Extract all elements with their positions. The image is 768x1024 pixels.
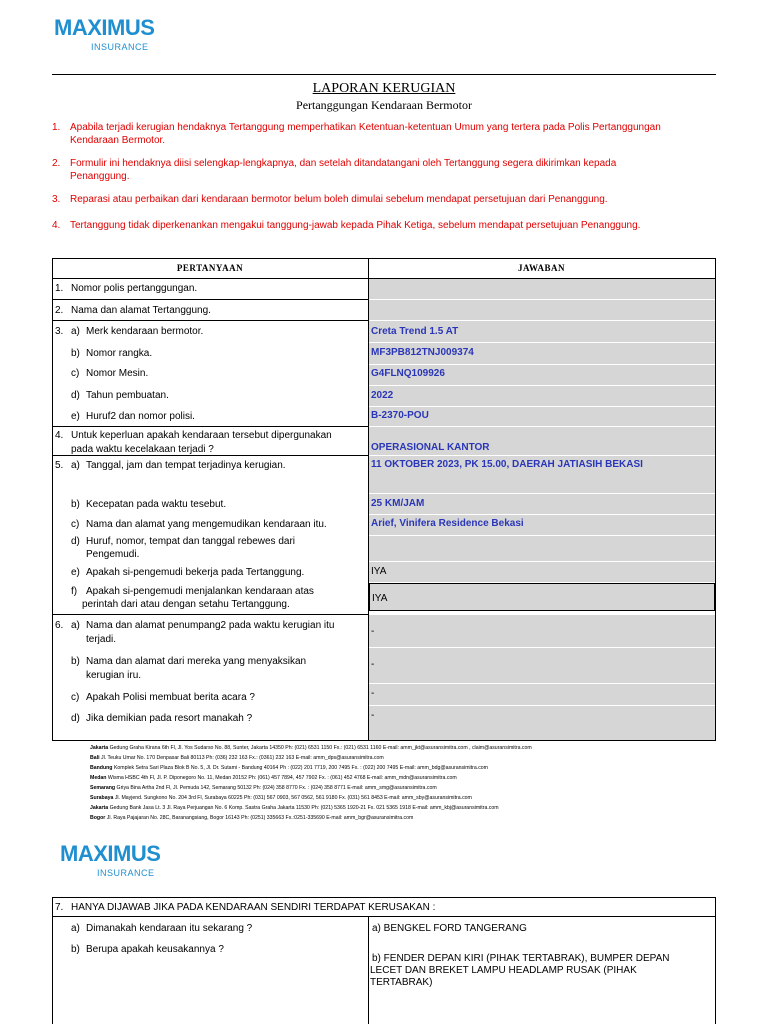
logo-subtitle: INSURANCE (97, 868, 155, 878)
question-policy-number: Nomor polis pertanggungan. (71, 283, 198, 294)
question-police-report: Apakah Polisi membuat berita acara ? (86, 692, 255, 703)
answer-line: LECET DAN BREKET LAMPU HEADLAMP RUSAK (PIHAK (370, 965, 637, 976)
address-city: Semarang (90, 785, 116, 791)
answer-text: Creta Trend 1.5 AT (371, 326, 459, 337)
question-driver-permission-line2: perintah dari atau dengan setahu Tertanggung. (82, 599, 290, 610)
note-text: Apabila terjadi kerugian hendaknya Tertanggung memperhatikan Ketentuan-ketentuan Umum yang tertera pada Polis Pertanggungan Kendaraan Bermotor. (70, 122, 661, 146)
answer-license-plate[interactable] (369, 407, 715, 426)
sub-label: c) (71, 519, 80, 530)
answer-text: MF3PB812TNJ009374 (371, 347, 474, 358)
sub-label: d) (71, 536, 80, 547)
answer-line: TERTABRAK) (370, 977, 433, 988)
address-city: Surabaya (90, 795, 114, 801)
answer-insured-name[interactable] (369, 300, 715, 320)
question-chassis-number: Nomor rangka. (86, 348, 153, 359)
question-insured-name: Nama dan alamat Tertanggung. (71, 305, 211, 316)
address-line (90, 775, 457, 782)
answer-chassis-number[interactable] (369, 343, 715, 364)
address-line (90, 795, 472, 802)
question-passengers-line2: terjadi. (86, 634, 117, 645)
sub-label: d) (71, 390, 80, 401)
address-city: Jakarta (90, 805, 109, 811)
question-number: 6. (55, 620, 64, 631)
answer-text: - (371, 710, 375, 721)
note-number: 4. (52, 220, 61, 231)
report-title: LAPORAN KERUGIAN (312, 81, 456, 96)
address-line (90, 805, 499, 812)
logo-subtitle: INSURANCE (91, 42, 149, 52)
question-license-plate: Huruf2 dan nomor polisi. (86, 411, 195, 422)
question-driver-license-line2: Pengemudi. (86, 549, 140, 560)
answer-text: B-2370-POU (371, 410, 429, 421)
header-rule (52, 74, 716, 75)
sub-label: a) (71, 460, 80, 471)
question-vehicle-location: Dimanakah kendaraan itu sekarang ? (86, 923, 253, 934)
answer-text: - (371, 688, 375, 699)
address-city: Bogor (90, 815, 106, 821)
sub-label: b) (71, 656, 80, 667)
answer-text: - (371, 626, 375, 637)
answer-text: IYA (372, 593, 388, 604)
question-witnesses-line2: kerugian iru. (86, 670, 142, 681)
question-engine-number: Nomor Mesin. (86, 368, 149, 379)
answer-driver-name[interactable] (369, 515, 715, 535)
sub-label: d) (71, 713, 80, 724)
address-city: Bali (90, 755, 100, 761)
logo-wordmark: MAXIMUS (54, 15, 155, 40)
company-logo-page2 (60, 841, 161, 882)
answer-driver-license[interactable] (369, 536, 715, 561)
sub-label: c) (71, 692, 80, 703)
question-speed: Kecepatan pada waktu tesebut. (86, 499, 227, 510)
answer-text: 2022 (371, 390, 394, 401)
answer-police-resort[interactable] (369, 706, 715, 740)
note-2 (52, 157, 672, 183)
answer-police-report[interactable] (369, 684, 715, 705)
report-subtitle: Pertanggungan Kendaraan Bermotor (296, 98, 472, 112)
answer-policy-number[interactable] (369, 279, 715, 299)
answer-text: IYA (371, 566, 387, 577)
question-number: 5. (55, 460, 64, 471)
address-line (90, 815, 413, 822)
note-1 (52, 121, 672, 147)
answer-incident-datetime[interactable] (369, 456, 715, 493)
note-3 (52, 193, 672, 206)
logo-wordmark: MAXIMUS (60, 841, 161, 866)
address-text: Griya Bina Artha 2nd Fl, Jl. Pemuda 142, Semarang 50132 Ph: (024) 358 8770 Fx. : (024) 358 8771 E-mail: amm_smg@asuransimitra.com (116, 785, 437, 791)
note-4 (52, 219, 672, 245)
question-number: 7. (55, 902, 64, 913)
sub-label: a) (71, 326, 80, 337)
question-vehicle-brand: Merk kendaraan bermotor. (86, 326, 204, 337)
answer-speed[interactable] (369, 494, 715, 514)
question-driver-permission-line1: Apakah si-pengemudi menjalankan kendaraan atas (86, 586, 314, 597)
address-text: Wisma HSBC 4th Fl, Jl. P. Diponegoro No. 11, Medan 20152 Ph: (061) 457 7894, 457 7902 Fx. : (061) 452 4768 E-mail: amm_mdn@asuransimitra.com (107, 775, 457, 781)
address-city: Bandung (90, 765, 113, 771)
answer-witnesses[interactable] (369, 648, 715, 683)
note-number: 3. (52, 194, 61, 205)
question-police-resort: Jika demikian pada resort manakah ? (86, 713, 253, 724)
address-text: Jl. Mayjend. Sungkono No. 204 3rd Fl, Surabaya 60225 Ph: (031) 567 0903, 567 0562, 561 9180 Fx. (031) 561 8453 E-mail: amm_sby@asuransimitra.com (114, 795, 472, 801)
question-vehicle-purpose-line2: pada waktu kecelakaan terjadi ? (71, 444, 214, 455)
question-passengers-line1: Nama dan alamat penumpang2 pada waktu kerugian itu (86, 620, 335, 631)
address-text: Komplek Setra Sari Plaza Blok B No. 5, Jl. Dr. Sutami - Bandung 40164 Ph : (022) 201 7719, 200 7495 Fx. : (022) 200 7495 E-mail: amm_bdg@asuransimitra.com (113, 765, 488, 771)
address-line (90, 785, 437, 792)
answer-driver-employed[interactable] (369, 562, 715, 582)
note-text: Formulir ini hendaknya diisi selengkap-lengkapnya, dan setelah ditandatangani oleh Tertanggung segera dikirimkan kepada Penanggung. (70, 158, 617, 182)
note-number: 1. (52, 122, 61, 133)
note-text: Tertanggung tidak diperkenankan mengakui tanggung-jawab kepada Pihak Ketiga, sebelum mendapat persetujuan Penanggung. (70, 220, 641, 231)
company-logo (54, 15, 155, 56)
question-number: 4. (55, 430, 64, 441)
question-damage-description: Berupa apakah keusakannya ? (86, 944, 224, 955)
answer-text: - (371, 659, 375, 670)
answer-vehicle-location[interactable]: a) BENGKEL FORD TANGERANG (372, 923, 527, 934)
address-line (90, 765, 488, 772)
answer-engine-number[interactable] (369, 365, 715, 385)
question-number: 1. (55, 283, 64, 294)
column-header-answer: JAWABAN (517, 263, 565, 273)
answer-manufacture-year[interactable] (369, 386, 715, 406)
address-text: Jl. Raya Pajajaran No. 28C, Baranangsiang, Bogor 16143 Ph: (0251) 335663 Fx.:0251-335690 E-mail: amm_bgr@asuransimitra.com (106, 815, 414, 821)
question-number: 2. (55, 305, 64, 316)
question-driver-name: Nama dan alamat yang mengemudikan kendaraan itu. (86, 519, 327, 530)
answer-text: 25 KM/JAM (371, 498, 425, 509)
answer-line: b) FENDER DEPAN KIRI (PIHAK TERTABRAK), BUMPER DEPAN (372, 953, 670, 964)
address-city: Medan (90, 775, 107, 781)
question-driver-license-line1: Huruf, nomor, tempat dan tanggal rebewes dari (86, 536, 296, 547)
sub-label: a) (71, 620, 80, 631)
address-text: Gedung Graha Kirana 6th Fl, Jl. Yos Sudarso No. 88, Sunter, Jakarta 14350 Ph: (021) 6531 1150 Fx.: (021) 6531 1160 E-mail: amm_jkt@asuransimitra.com , claim@asuransimitra.com (109, 745, 532, 751)
answer-vehicle-purpose[interactable] (369, 427, 715, 455)
sub-label: b) (71, 499, 80, 510)
answer-text: 11 OKTOBER 2023, PK 15.00, DAERAH JATIASIH BEKASI (371, 459, 643, 470)
address-city: Jakarta (90, 745, 109, 751)
note-number: 2. (52, 158, 61, 169)
sub-label: b) (71, 944, 80, 955)
answer-text: Arief, Vinifera Residence Bekasi (371, 518, 524, 529)
sub-label: e) (71, 411, 80, 422)
answer-passengers[interactable] (369, 615, 715, 647)
answer-vehicle-brand[interactable] (369, 321, 715, 342)
answer-driver-permission[interactable] (369, 583, 715, 611)
question-incident-datetime: Tanggal, jam dan tempat terjadinya kerugian. (86, 460, 286, 471)
answer-text: G4FLNQ109926 (371, 368, 445, 379)
sub-label: c) (71, 368, 80, 379)
sub-label: f) (71, 586, 78, 597)
question-number: 3. (55, 326, 64, 337)
answer-text: OPERASIONAL KANTOR (371, 442, 490, 453)
note-text: Reparasi atau perbaikan dari kendaraan bermotor belum boleh dimulai sebelum mendapat persetujuan dari Penanggung. (70, 194, 608, 205)
question-driver-employed: Apakah si-pengemudi bekerja pada Tertanggung. (86, 567, 305, 578)
address-line (90, 755, 384, 762)
address-text: Jl. Teuku Umar No. 170 Denpasar Bali 80113 Ph: (036) 232 163 Fx.: (0361) 232 163 E-mail: amm_dps@asuransimitra.com (100, 755, 384, 761)
question-witnesses-line1: Nama dan alamat dari mereka yang menyaksikan (86, 656, 307, 667)
address-line (90, 745, 532, 752)
sub-label: b) (71, 348, 80, 359)
question-vehicle-purpose-line1: Untuk keperluan apakah kendaraan tersebut dipergunakan (71, 430, 332, 441)
address-text: Gedung Bank Jasa Lt. 3 Jl. Raya Perjuangan No. 6 Komp. Sastra Graha Jakarta 11530 Ph: (021) 5365 1920-21 Fx. 021 5365 1918 E-mail: amm_kbj@asuransimitra.com (109, 805, 499, 811)
sub-label: e) (71, 567, 80, 578)
question-damage-heading: HANYA DIJAWAB JIKA PADA KENDARAAN SENDIRI TERDAPAT KERUSAKAN : (71, 902, 436, 913)
column-header-question: PERTANYAAN (176, 263, 244, 273)
question-manufacture-year: Tahun pembuatan. (86, 390, 169, 401)
sub-label: a) (71, 923, 80, 934)
